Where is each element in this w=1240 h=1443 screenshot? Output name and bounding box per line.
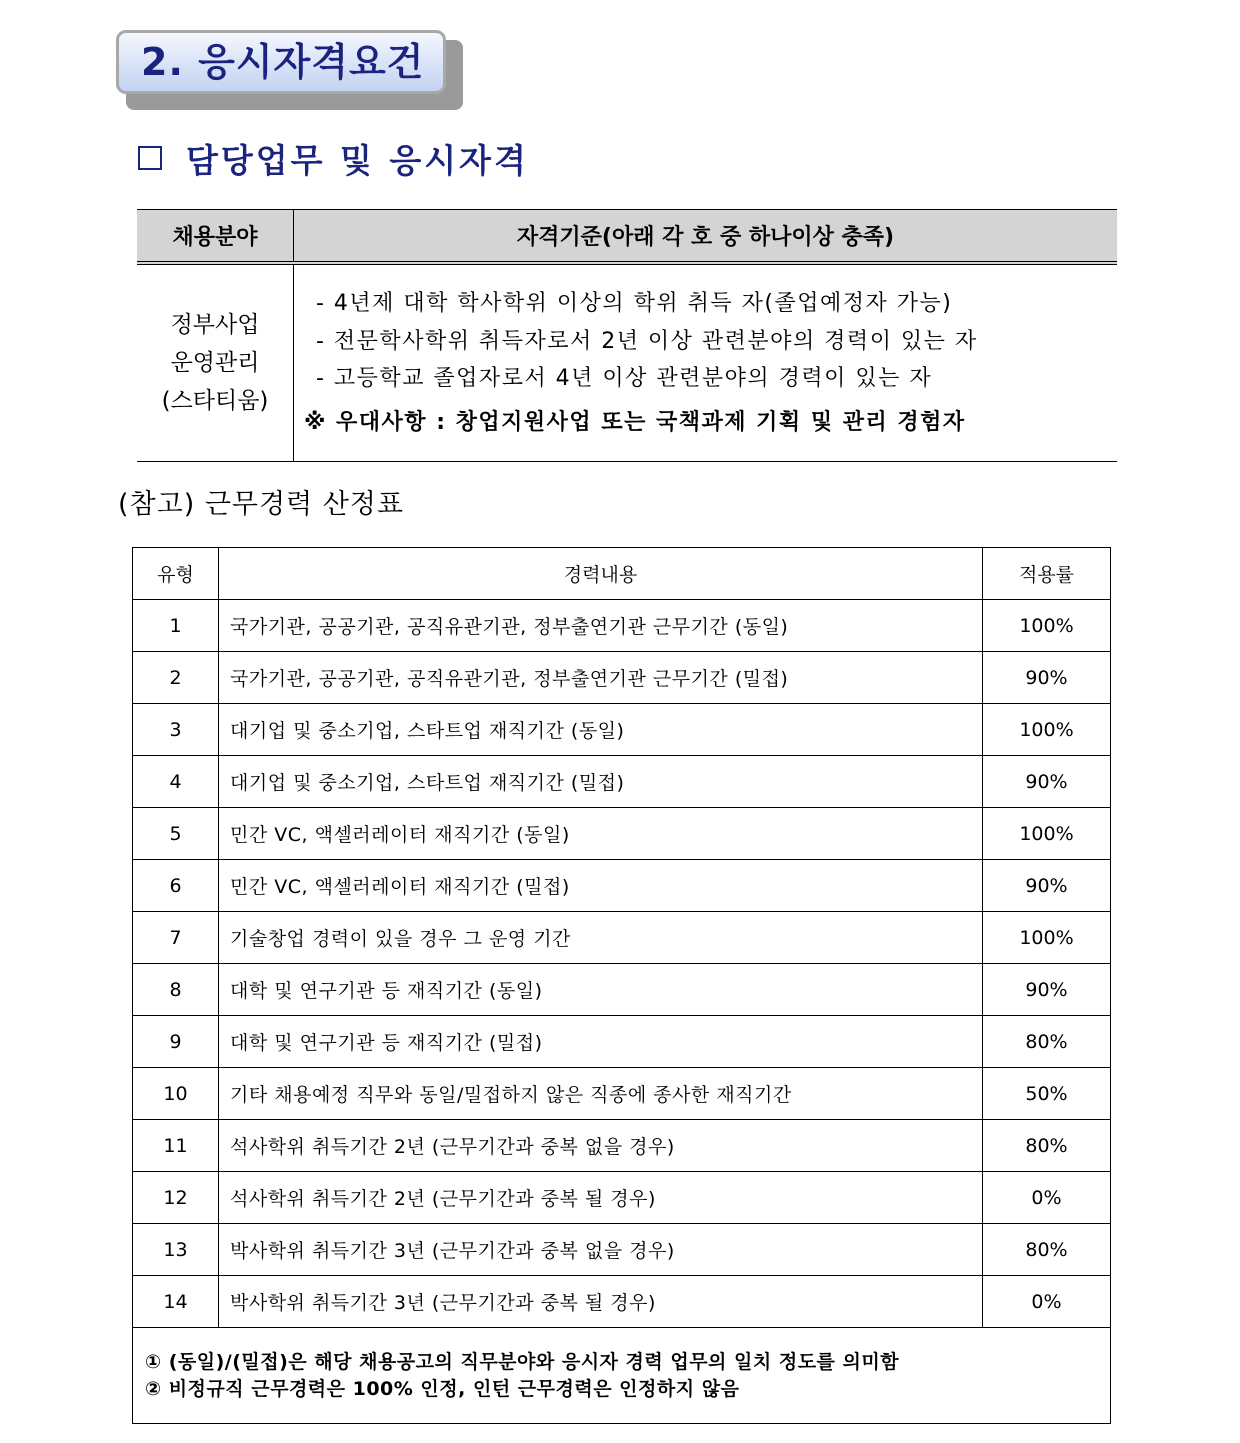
row-description: 국가기관, 공공기관, 공직유관기관, 정부출연기관 근무기간 (밀접): [219, 652, 983, 704]
note-item: ① (동일)/(밀접)은 해당 채용공고의 직무분야와 응시자 경력 업무의 일치 정도를 의미함: [145, 1350, 900, 1373]
header-type: 유형: [133, 548, 219, 600]
table-row: [133, 860, 1111, 912]
row-description: 박사학위 취득기간 3년 (근무기간과 중복 없을 경우): [219, 1224, 983, 1276]
row-description: 기술창업 경력이 있을 경우 그 운영 기간: [219, 912, 983, 964]
row-rate: 50%: [983, 1068, 1111, 1120]
row-description: 대학 및 연구기관 등 재직기간 (밀접): [219, 1016, 983, 1068]
row-rate: 100%: [983, 808, 1111, 860]
table-row: [133, 1224, 1111, 1276]
table-row: [133, 652, 1111, 704]
row-rate: 90%: [983, 964, 1111, 1016]
preference-note: ※ 우대사항 : 창업지원사업 또는 국책과제 기획 및 관리 경험자: [304, 410, 966, 435]
row-number: 1: [133, 600, 219, 652]
reference-title: (참고) 근무경력 산정표: [118, 489, 404, 520]
row-description: 국가기관, 공공기관, 공직유관기관, 정부출연기관 근무기간 (동일): [219, 600, 983, 652]
row-description: 민간 VC, 액셀러레이터 재직기간 (동일): [219, 808, 983, 860]
row-number: 10: [133, 1068, 219, 1120]
field-line: 정부사업: [170, 312, 260, 338]
row-number: 13: [133, 1224, 219, 1276]
table-row: [133, 1120, 1111, 1172]
table-row: [133, 1276, 1111, 1328]
row-description: 대기업 및 중소기업, 스타트업 재직기간 (밀접): [219, 756, 983, 808]
row-number: 4: [133, 756, 219, 808]
row-number: 7: [133, 912, 219, 964]
row-description: 박사학위 취득기간 3년 (근무기간과 중복 될 경우): [219, 1276, 983, 1328]
row-number: 2: [133, 652, 219, 704]
row-number: 9: [133, 1016, 219, 1068]
row-rate: 90%: [983, 756, 1111, 808]
criteria-cell: [294, 265, 1117, 461]
row-rate: 90%: [983, 652, 1111, 704]
row-rate: 100%: [983, 912, 1111, 964]
table-row: [133, 964, 1111, 1016]
table-row: [133, 704, 1111, 756]
row-description: 기타 채용예정 직무와 동일/밀접하지 않은 직종에 종사한 재직기간: [219, 1068, 983, 1120]
row-description: 석사학위 취득기간 2년 (근무기간과 중복 될 경우): [219, 1172, 983, 1224]
row-rate: 80%: [983, 1224, 1111, 1276]
row-rate: 90%: [983, 860, 1111, 912]
row-number: 3: [133, 704, 219, 756]
notes-cell: [133, 1328, 1111, 1424]
row-description: 대학 및 연구기관 등 재직기간 (동일): [219, 964, 983, 1016]
requirement-item: - 전문학사학위 취득자로서 2년 이상 관련분야의 경력이 있는 자: [316, 329, 978, 354]
row-description: 민간 VC, 액셀러레이터 재직기간 (밀접): [219, 860, 983, 912]
field-cell: [137, 265, 294, 461]
requirement-item: - 4년제 대학 학사학위 이상의 학위 취득 자(졸업예정자 가능): [316, 291, 953, 316]
subsection-heading: [138, 133, 529, 183]
row-rate: 80%: [983, 1120, 1111, 1172]
qualification-table-row: [137, 265, 1117, 462]
table-row: [133, 1016, 1111, 1068]
row-number: 8: [133, 964, 219, 1016]
field-line: 운영관리: [170, 350, 260, 376]
notes-row: [133, 1328, 1111, 1424]
table-row: [133, 912, 1111, 964]
row-number: 5: [133, 808, 219, 860]
row-rate: 0%: [983, 1276, 1111, 1328]
career-table-header: [133, 548, 1111, 600]
table-row: [133, 756, 1111, 808]
table-row: [133, 808, 1111, 860]
row-rate: 80%: [983, 1016, 1111, 1068]
field-line: (스타티움): [161, 388, 269, 414]
table-row: [133, 600, 1111, 652]
table-row: [133, 1068, 1111, 1120]
row-rate: 100%: [983, 704, 1111, 756]
row-number: 6: [133, 860, 219, 912]
header-criteria: 자격기준(아래 각 호 중 하나이상 충족): [516, 225, 895, 250]
note-item: ② 비정규직 근무경력은 100% 인정, 인턴 근무경력은 인정하지 않음: [145, 1377, 740, 1400]
square-bullet-icon: [138, 146, 162, 170]
header-content: 경력내용: [219, 548, 983, 600]
row-number: 11: [133, 1120, 219, 1172]
row-rate: 0%: [983, 1172, 1111, 1224]
table-row: [133, 1172, 1111, 1224]
row-number: 14: [133, 1276, 219, 1328]
row-rate: 100%: [983, 600, 1111, 652]
career-table: [132, 547, 1111, 1424]
row-description: 석사학위 취득기간 2년 (근무기간과 중복 없을 경우): [219, 1120, 983, 1172]
row-description: 대기업 및 중소기업, 스타트업 재직기간 (동일): [219, 704, 983, 756]
subsection-title: 담당업무 및 응시자격: [186, 140, 529, 180]
header-field: 채용분야: [137, 210, 294, 261]
requirement-item: - 고등학교 졸업자로서 4년 이상 관련분야의 경력이 있는 자: [316, 366, 933, 391]
qualification-table-header: [137, 209, 1117, 265]
header-rate: 적용률: [983, 548, 1111, 600]
row-number: 12: [133, 1172, 219, 1224]
section-title: 2. 응시자격요건: [141, 40, 425, 84]
